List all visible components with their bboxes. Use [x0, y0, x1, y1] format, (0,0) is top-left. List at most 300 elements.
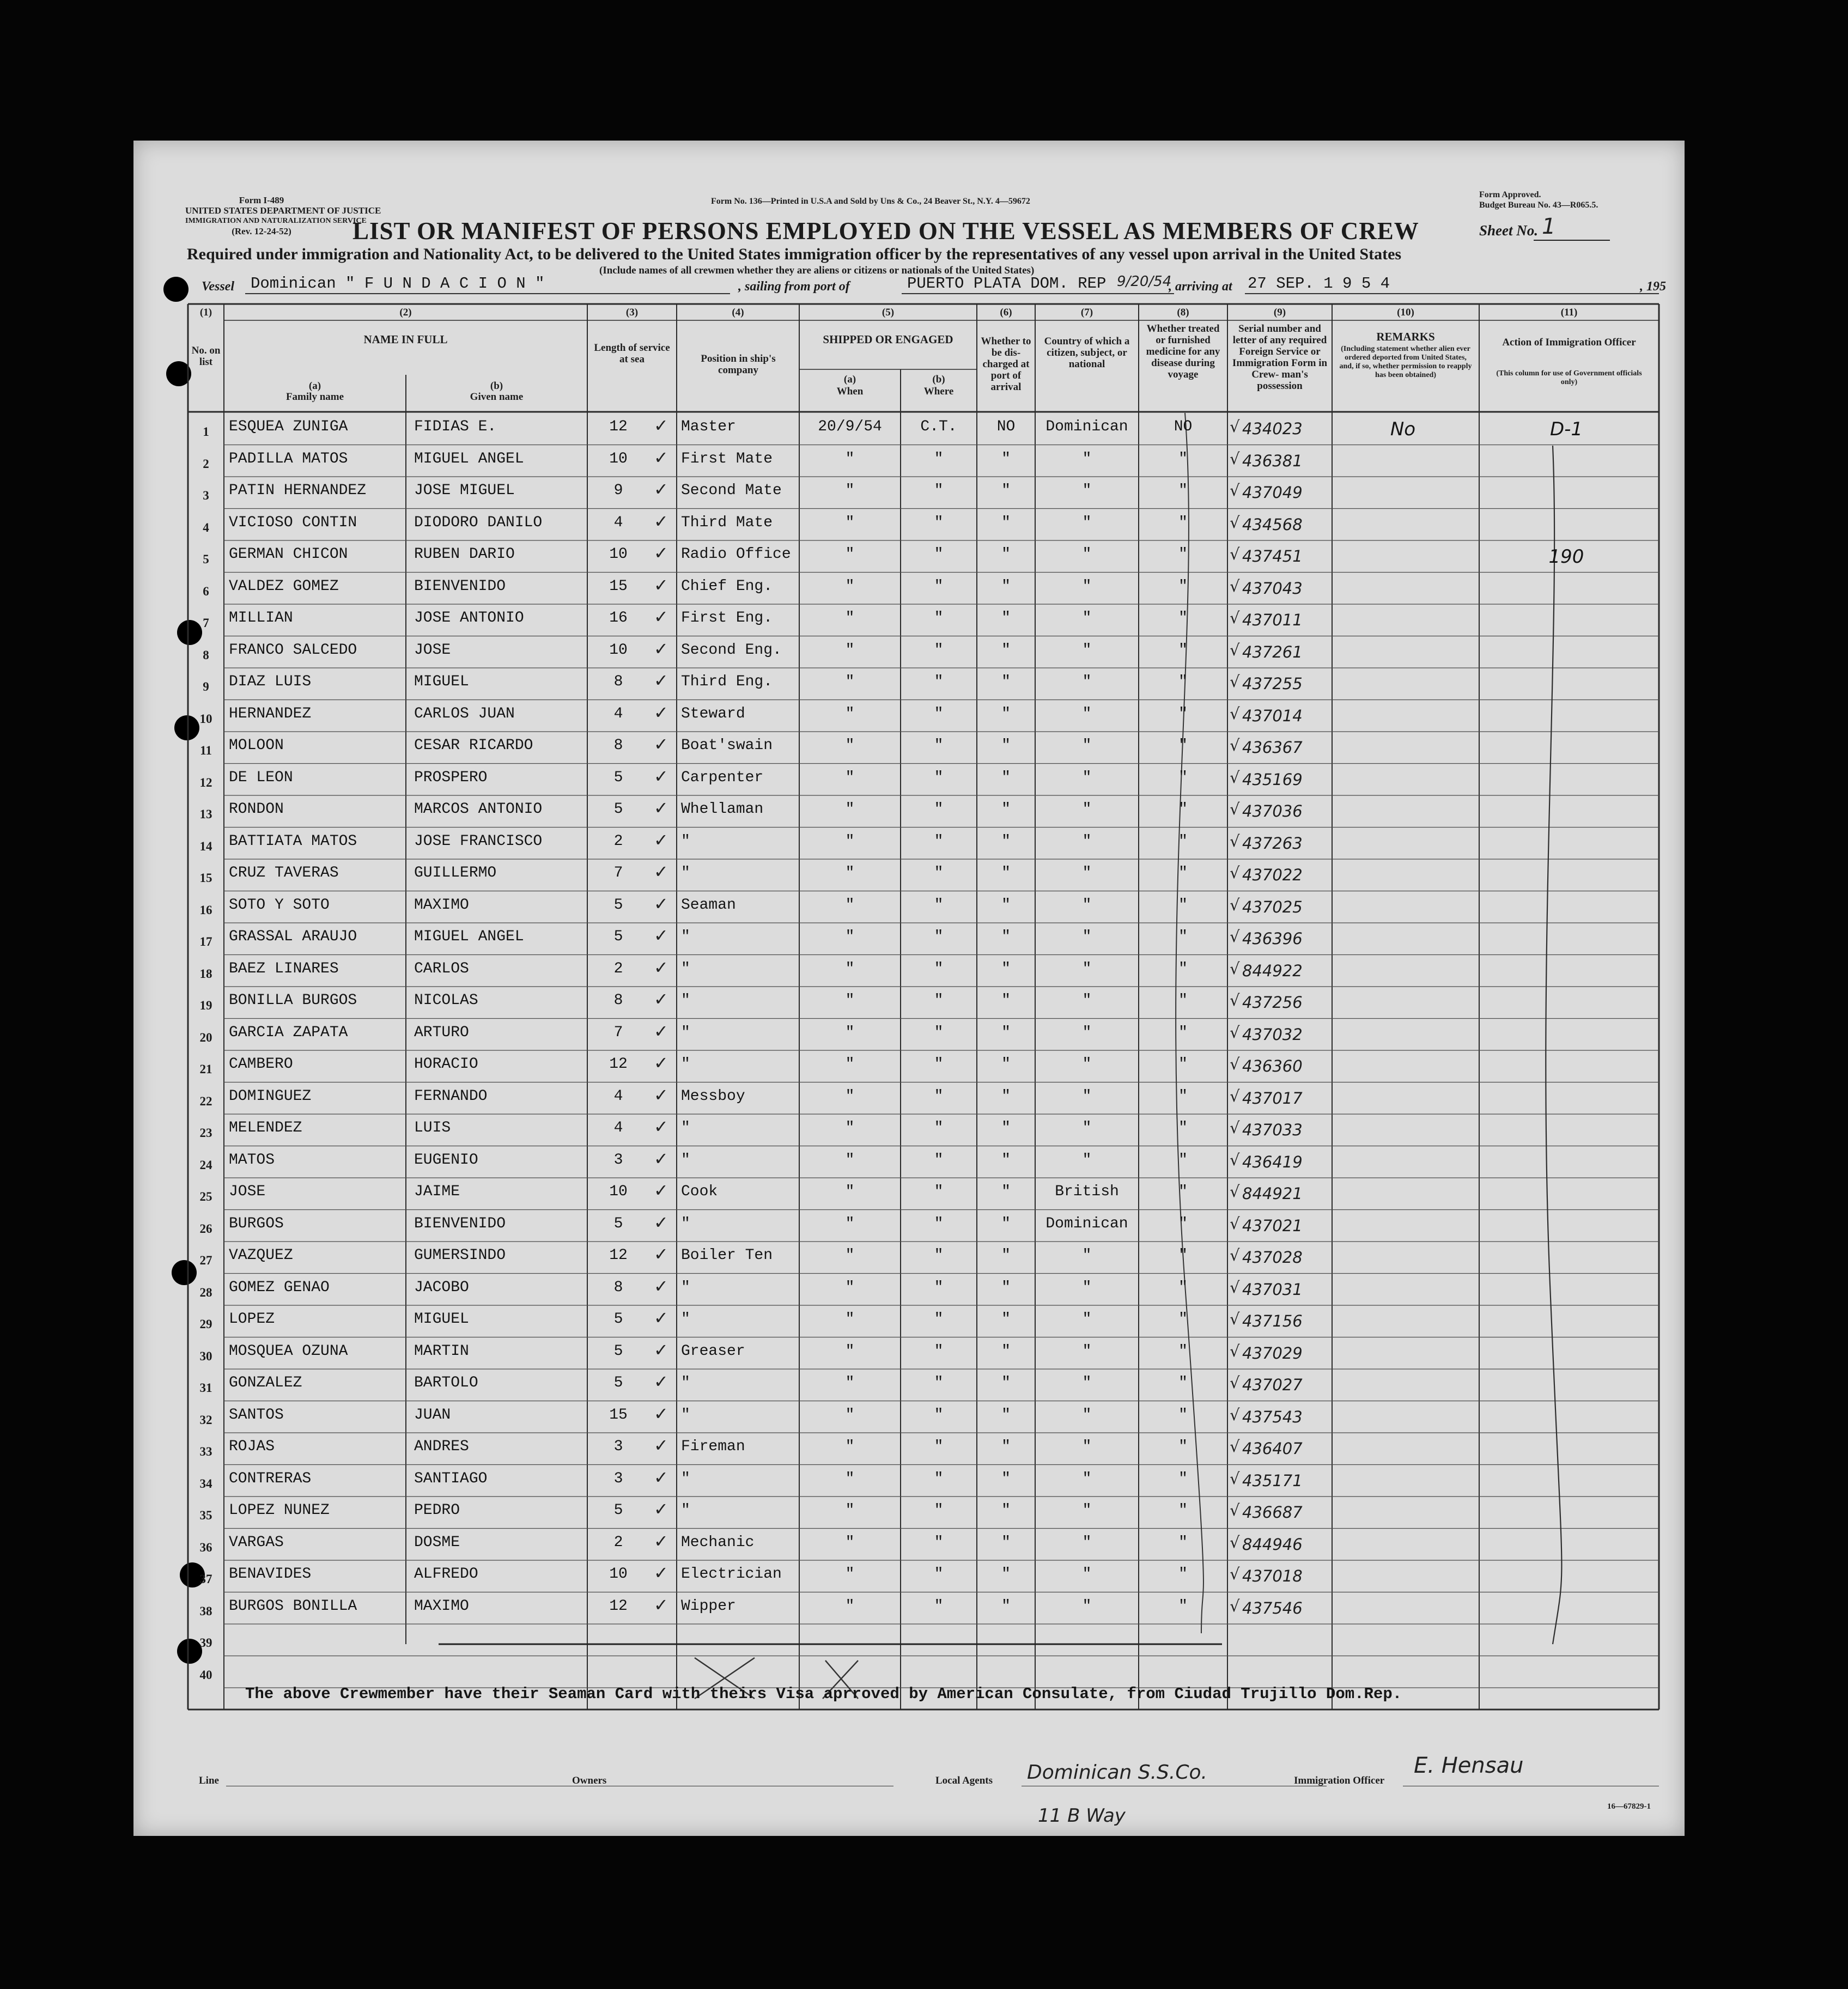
cell-years: 8 — [613, 992, 623, 1009]
cell-discharged: " — [1001, 1374, 1011, 1391]
row-number: 19 — [199, 999, 212, 1012]
cell-discharged: " — [1001, 1534, 1011, 1551]
sailing-label: , sailing from port of — [738, 279, 850, 294]
serial-check-icon: √ — [1230, 672, 1240, 691]
col-number: (1) — [199, 307, 212, 318]
checkmark-icon: ✓ — [654, 893, 668, 914]
cell-treated: " — [1178, 482, 1188, 499]
checkmark-icon: ✓ — [654, 1499, 668, 1519]
col-number: (2) — [399, 307, 412, 318]
cell-years: 2 — [613, 832, 623, 850]
cell-years: 2 — [613, 1534, 623, 1551]
cell-treated: " — [1178, 1342, 1188, 1360]
sailing-date-hand: 9/20/54 — [1117, 273, 1172, 290]
cell-position: Steward — [681, 705, 745, 722]
cell-where: " — [934, 801, 944, 818]
cell-position: " — [681, 928, 690, 945]
cell-when: " — [845, 514, 855, 531]
table-row — [133, 1082, 1685, 1115]
cell-country: " — [1082, 801, 1092, 818]
cell-where: " — [934, 514, 944, 531]
cell-given: GUMERSINDO — [414, 1247, 506, 1264]
cell-serial: 437255 — [1242, 674, 1303, 693]
checkmark-icon: ✓ — [654, 1020, 668, 1042]
cell-position: Second Mate — [681, 482, 782, 499]
cell-position: Third Eng. — [681, 673, 773, 690]
cell-family: RONDON — [229, 801, 284, 818]
cell-treated: " — [1178, 641, 1188, 659]
cell-discharged: " — [1001, 928, 1011, 945]
cell-where: " — [934, 1279, 944, 1296]
row-number: 9 — [203, 680, 209, 694]
row-number: 35 — [199, 1509, 212, 1522]
cell-country: " — [1082, 546, 1092, 563]
cell-discharged: " — [1001, 1470, 1011, 1487]
cell-years: 3 — [613, 1438, 623, 1455]
checkmark-icon: ✓ — [654, 957, 668, 978]
checkmark-icon: ✓ — [654, 415, 668, 436]
row-number: 8 — [203, 648, 209, 662]
cell-family: JOSE — [229, 1183, 266, 1200]
cell-serial: 437021 — [1242, 1216, 1303, 1235]
consulate-note: The above Crewmember have their Seaman Card with theirs Visa aprroved by American Consulate, from Ciudad Trujillo Dom.Rep. — [245, 1685, 1402, 1703]
cell-when: " — [845, 1566, 855, 1583]
cell-where: " — [934, 1566, 944, 1583]
cell-treated: " — [1178, 769, 1188, 786]
checkmark-icon: ✓ — [654, 702, 668, 723]
cell-when: " — [845, 865, 855, 881]
col-header-when-tag: (a) — [843, 374, 856, 385]
cell-discharged: " — [1001, 1151, 1011, 1169]
cell-treated: " — [1178, 1438, 1188, 1455]
cell-where: " — [934, 1502, 944, 1519]
cell-given: JOSE FRANCISCO — [414, 832, 543, 850]
cell-given: NICOLAS — [414, 992, 478, 1009]
cell-serial: 437043 — [1242, 579, 1303, 598]
cell-given: CESAR RICARDO — [414, 737, 533, 754]
serial-check-icon: √ — [1230, 481, 1240, 500]
cell-country: " — [1082, 1438, 1092, 1455]
row-number: 32 — [199, 1413, 212, 1427]
cell-family: BENAVIDES — [229, 1566, 312, 1583]
col-number: (10) — [1397, 307, 1414, 318]
cell-serial: 437156 — [1242, 1312, 1303, 1330]
cell-country: " — [1082, 1566, 1092, 1583]
cell-when: " — [845, 1087, 855, 1105]
row-number: 1 — [203, 425, 209, 439]
serial-check-icon: √ — [1230, 1278, 1240, 1297]
cell-serial: 844921 — [1242, 1184, 1303, 1203]
cell-years: 10 — [609, 450, 628, 467]
cell-given: FIDIAS E. — [414, 418, 497, 435]
col-header-shipped: SHIPPED OR ENGAGED — [823, 333, 953, 346]
col-header-given: Given name — [470, 391, 524, 403]
serial-check-icon: √ — [1230, 895, 1240, 914]
col-header-treated: Whether treated or furnished medicine for any disease during voyage — [1146, 323, 1220, 380]
cell-treated: " — [1178, 610, 1188, 626]
cell-country: " — [1082, 992, 1092, 1009]
approval-line: Budget Bureau No. 43—R065.5. — [1479, 200, 1598, 210]
cell-treated: " — [1178, 1534, 1188, 1551]
table-row — [133, 828, 1685, 860]
checkmark-icon: ✓ — [654, 1371, 668, 1392]
cell-years: 8 — [613, 673, 623, 690]
cell-given: BIENVENIDO — [414, 1215, 506, 1232]
cell-position: Radio Office — [681, 546, 791, 563]
cell-where: " — [934, 1056, 944, 1073]
row-number: 26 — [199, 1221, 212, 1236]
cell-country: " — [1082, 1311, 1092, 1328]
serial-check-icon: √ — [1230, 736, 1240, 755]
cell-treated: " — [1178, 960, 1188, 977]
cell-position: " — [681, 1215, 690, 1232]
cell-family: GERMAN CHICON — [229, 546, 348, 563]
cell-years: 12 — [609, 418, 628, 435]
cell-country: " — [1082, 832, 1092, 850]
row-number: 25 — [199, 1190, 212, 1203]
table-row — [133, 1050, 1685, 1082]
serial-check-icon: √ — [1230, 1501, 1240, 1519]
cell-where: " — [934, 1342, 944, 1360]
cell-when: " — [845, 1311, 855, 1328]
cell-where: " — [934, 610, 944, 626]
row-number: 7 — [203, 616, 209, 630]
cell-years: 15 — [609, 1406, 628, 1424]
cell-discharged: " — [1001, 1215, 1011, 1232]
col-number: (11) — [1560, 307, 1578, 318]
checkmark-icon: ✓ — [654, 1435, 668, 1456]
cell-position: " — [681, 1024, 690, 1041]
table-row — [133, 1019, 1685, 1051]
cell-serial: 436396 — [1242, 929, 1303, 948]
cell-when: " — [845, 577, 855, 595]
cell-years: 2 — [613, 960, 623, 977]
cell-serial: 437028 — [1242, 1248, 1303, 1267]
cell-family: BATTIATA MATOS — [229, 832, 357, 850]
cell-serial: 437017 — [1242, 1088, 1303, 1108]
form-code: 16—67829-1 — [1607, 1802, 1651, 1811]
col-header-length: Length of service at sea — [594, 342, 670, 365]
row-number: 14 — [199, 839, 212, 853]
table-row — [133, 1146, 1685, 1178]
cell-where: " — [934, 1534, 944, 1551]
cell-where: " — [934, 1470, 944, 1487]
cell-family: BURGOS BONILLA — [229, 1597, 357, 1615]
footer-agents-label: Local Agents — [935, 1775, 993, 1786]
col-header-serial: Serial number and letter of any required Foreign Service or Immigration Form in Crew- man's possession — [1232, 323, 1328, 392]
table-row — [133, 1337, 1685, 1370]
col-number: (3) — [625, 307, 639, 318]
row-number: 20 — [199, 1030, 212, 1044]
col-number: (6) — [1000, 307, 1012, 318]
cell-where: " — [934, 769, 944, 786]
cell-country: " — [1082, 1406, 1092, 1424]
cell-treated: " — [1178, 673, 1188, 690]
cell-treated: " — [1178, 1374, 1188, 1391]
cell-where: " — [934, 865, 944, 881]
cell-country: " — [1082, 1470, 1092, 1487]
row-number: 29 — [199, 1317, 212, 1331]
cell-treated: " — [1178, 896, 1188, 914]
cell-serial: 437014 — [1242, 706, 1303, 725]
cell-serial: 437263 — [1242, 834, 1303, 853]
table-row — [133, 732, 1685, 764]
cell-discharged: " — [1001, 1566, 1011, 1583]
vessel-name: Dominican " F U N D A C I O N " — [251, 275, 545, 293]
cell-family: VALDEZ GOMEZ — [229, 577, 339, 595]
cell-action: D-1 — [1549, 418, 1583, 440]
cell-position: Boiler Ten — [681, 1247, 773, 1264]
cell-when: " — [845, 737, 855, 754]
checkmark-icon: ✓ — [654, 510, 668, 532]
cell-discharged: " — [1001, 482, 1011, 499]
col-number: (4) — [732, 307, 744, 318]
cell-action: 190 — [1548, 546, 1584, 568]
cell-position: Second Eng. — [681, 641, 782, 659]
approval-line: Form Approved. — [1479, 190, 1541, 199]
cell-when: " — [845, 1215, 855, 1232]
cell-where: " — [934, 896, 944, 914]
manifest-subtitle: Required under immigration and Nationality Act, to be delivered to the United States immigration officer by the representatives of any vessel upon arrival in the United States — [187, 245, 1402, 263]
checkmark-icon: ✓ — [654, 1339, 668, 1360]
footer-officer-label: Immigration Officer — [1294, 1775, 1385, 1786]
cell-discharged: " — [1001, 546, 1011, 563]
cell-years: 3 — [613, 1470, 623, 1487]
cell-family: DE LEON — [229, 769, 293, 786]
cell-years: 7 — [613, 1024, 623, 1041]
cell-position: Electrician — [681, 1566, 782, 1583]
cell-when: " — [845, 801, 855, 818]
cell-where: " — [934, 1151, 944, 1169]
row-number: 27 — [199, 1254, 212, 1267]
cell-when: " — [845, 1470, 855, 1487]
cell-years: 12 — [609, 1056, 628, 1073]
cell-treated: " — [1178, 1406, 1188, 1424]
cell-treated: " — [1178, 1056, 1188, 1073]
checkmark-icon: ✓ — [654, 1244, 668, 1264]
serial-check-icon: √ — [1230, 640, 1240, 659]
checkmark-icon: ✓ — [654, 925, 668, 946]
checkmark-icon: ✓ — [654, 861, 668, 882]
officer-signature: E. Hensau — [1414, 1753, 1524, 1778]
table-row — [133, 1274, 1685, 1306]
cell-discharged: " — [1001, 1024, 1011, 1041]
cell-given: JUAN — [414, 1406, 451, 1424]
cell-given: ARTURO — [414, 1024, 469, 1041]
cell-when: " — [845, 1183, 855, 1200]
table-row — [133, 764, 1685, 796]
cell-country: " — [1082, 1534, 1092, 1551]
col-header-where: Where — [923, 386, 954, 397]
cell-when: 20/9/54 — [818, 418, 882, 435]
cell-position: Master — [681, 418, 736, 435]
cell-serial: 437018 — [1242, 1567, 1303, 1585]
checkmark-icon: ✓ — [654, 638, 668, 659]
cell-discharged: " — [1001, 737, 1011, 754]
cell-where: " — [934, 1024, 944, 1041]
cell-position: Wipper — [681, 1597, 736, 1615]
row-number: 4 — [203, 520, 209, 534]
cell-where: " — [934, 1215, 944, 1232]
cell-when: " — [845, 641, 855, 659]
cell-serial: 436367 — [1242, 738, 1303, 757]
cell-discharged: " — [1001, 514, 1011, 531]
cell-treated: " — [1178, 1024, 1188, 1041]
cell-serial: 436381 — [1242, 451, 1303, 470]
row-number: 17 — [199, 935, 212, 948]
row-number: 33 — [199, 1445, 212, 1458]
row-number: 16 — [199, 903, 212, 917]
cell-family: CAMBERO — [229, 1056, 293, 1073]
table-row — [133, 1114, 1685, 1146]
cell-when: " — [845, 896, 855, 914]
sheet-number: 1 — [1542, 214, 1556, 239]
checkmark-icon: ✓ — [654, 1084, 668, 1105]
cell-discharged: " — [1001, 832, 1011, 850]
table-row — [133, 700, 1685, 732]
cell-position: " — [681, 1151, 690, 1169]
cell-position: " — [681, 865, 690, 881]
cell-given: HORACIO — [414, 1056, 478, 1073]
cell-when: " — [845, 1024, 855, 1041]
cell-family: GARCIA ZAPATA — [229, 1024, 348, 1041]
sailing-port: PUERTO PLATA DOM. REP — [907, 275, 1107, 293]
cell-serial: 437011 — [1242, 611, 1303, 629]
cell-discharged: " — [1001, 641, 1011, 659]
cell-given: MARTIN — [414, 1342, 469, 1360]
serial-check-icon: √ — [1230, 768, 1240, 787]
table-row — [133, 1369, 1685, 1401]
serial-check-icon: √ — [1230, 1373, 1240, 1392]
printer-note: Form No. 136—Printed in U.S.A and Sold by Uns & Co., 24 Beaver St., N.Y. 4—59672 — [711, 197, 1030, 206]
cell-discharged: " — [1001, 865, 1011, 881]
manifest-sheet — [133, 141, 1685, 1836]
cell-position: Carpenter — [681, 769, 764, 786]
cell-position: " — [681, 992, 690, 1009]
cell-serial: 437451 — [1242, 547, 1303, 565]
cell-where: " — [934, 641, 944, 659]
cell-given: MAXIMO — [414, 896, 469, 914]
serial-check-icon: √ — [1230, 1086, 1240, 1105]
col-number: (5) — [882, 307, 895, 318]
footer-owners-label: Owners — [572, 1775, 607, 1786]
cell-country: " — [1082, 1024, 1092, 1041]
cell-discharged: " — [1001, 1183, 1011, 1200]
row-number: 12 — [199, 775, 212, 789]
cell-given: JOSE ANTONIO — [414, 610, 524, 626]
cell-treated: " — [1178, 928, 1188, 945]
cell-discharged: NO — [996, 418, 1016, 435]
checkmark-icon: ✓ — [654, 1307, 668, 1328]
cell-position: " — [681, 1056, 690, 1073]
cell-given: ALFREDO — [414, 1566, 478, 1583]
checkmark-icon: ✓ — [654, 1275, 668, 1297]
cell-where: " — [934, 1120, 944, 1136]
cell-serial: 437033 — [1242, 1121, 1303, 1139]
cell-when: " — [845, 482, 855, 499]
cell-treated: " — [1178, 705, 1188, 722]
cell-years: 10 — [609, 546, 628, 563]
table-row — [133, 1305, 1685, 1337]
cell-given: RUBEN DARIO — [414, 546, 515, 563]
cell-serial: 437546 — [1242, 1598, 1303, 1617]
cell-where: " — [934, 1247, 944, 1264]
cell-when: " — [845, 1151, 855, 1169]
table-row — [133, 1178, 1685, 1210]
cell-country: " — [1082, 673, 1092, 690]
cell-when: " — [845, 1279, 855, 1296]
cell-where: " — [934, 1374, 944, 1391]
checkmark-icon: ✓ — [654, 1403, 668, 1424]
table-row — [133, 1497, 1685, 1529]
cell-given: ANDRES — [414, 1438, 469, 1455]
cell-years: 10 — [609, 641, 628, 659]
cell-country: " — [1082, 1279, 1092, 1296]
cell-serial: 437049 — [1242, 483, 1303, 502]
serial-check-icon: √ — [1230, 1055, 1240, 1073]
cell-given: LUIS — [414, 1120, 451, 1136]
cell-position: " — [681, 832, 690, 850]
cell-where: " — [934, 705, 944, 722]
table-row — [133, 955, 1685, 987]
row-number: 6 — [203, 584, 209, 598]
cell-when: " — [845, 1534, 855, 1551]
cell-family: CRUZ TAVERAS — [229, 865, 339, 881]
cell-family: MOLOON — [229, 737, 284, 754]
cell-treated: " — [1178, 865, 1188, 881]
serial-check-icon: √ — [1230, 1182, 1240, 1201]
row-number: 34 — [199, 1476, 212, 1491]
cell-discharged: " — [1001, 577, 1011, 595]
cell-position: Messboy — [681, 1087, 745, 1105]
cell-years: 5 — [613, 801, 623, 818]
cell-family: LOPEZ NUNEZ — [229, 1502, 330, 1519]
cell-years: 5 — [613, 1342, 623, 1360]
cell-position: " — [681, 1279, 690, 1296]
serial-check-icon: √ — [1230, 1118, 1240, 1137]
cell-family: BAEZ LINARES — [229, 960, 339, 977]
cell-years: 8 — [613, 737, 623, 754]
cell-discharged: " — [1001, 1342, 1011, 1360]
cell-when: " — [845, 1120, 855, 1136]
cell-years: 5 — [613, 1374, 623, 1391]
cell-serial: 434568 — [1242, 515, 1303, 534]
arrival-date: 27 SEP. 1 9 5 4 — [1248, 275, 1390, 293]
cell-treated: " — [1178, 1502, 1188, 1519]
serial-check-icon: √ — [1230, 927, 1240, 946]
cell-position: Cook — [681, 1183, 718, 1200]
checkmark-icon: ✓ — [654, 1530, 668, 1552]
cell-years: 10 — [609, 1566, 628, 1583]
cell-when: " — [845, 1374, 855, 1391]
checkmark-icon: ✓ — [654, 734, 668, 755]
cell-given: JOSE MIGUEL — [414, 482, 515, 499]
cell-family: DIAZ LUIS — [229, 673, 312, 690]
serial-check-icon: √ — [1230, 449, 1240, 468]
checkmark-icon: ✓ — [654, 1467, 668, 1488]
cell-position: " — [681, 1470, 690, 1487]
checkmark-icon: ✓ — [654, 606, 668, 627]
cell-given: GUILLERMO — [414, 865, 497, 881]
cell-serial: 437029 — [1242, 1343, 1303, 1363]
cell-treated: " — [1178, 737, 1188, 754]
cell-treated: NO — [1174, 418, 1193, 435]
arriving-label: , arriving at — [1169, 279, 1232, 294]
serial-check-icon: √ — [1230, 1310, 1240, 1328]
row-number: 22 — [199, 1094, 212, 1108]
cell-given: PROSPERO — [414, 769, 488, 786]
cell-remark: No — [1390, 418, 1416, 440]
